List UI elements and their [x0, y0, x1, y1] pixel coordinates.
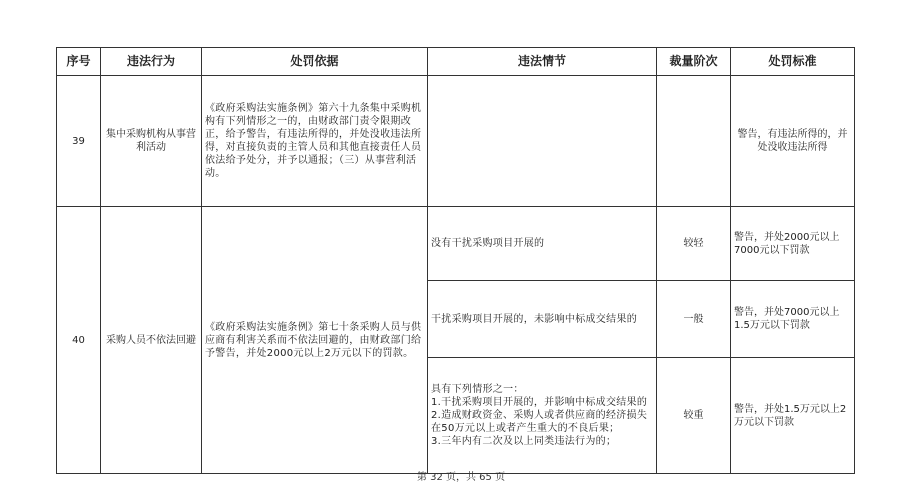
row-40-standard-1: 警告，并处2000元以上7000元以下罚款: [731, 207, 855, 281]
row-40-level-1: 较轻: [657, 207, 731, 281]
penalty-table: [56, 47, 855, 474]
row-39-standard: 警告，有违法所得的，并处没收违法所得: [731, 76, 855, 207]
row-39-level: [657, 76, 731, 207]
row-40-circumstance-1: 没有干扰采购项目开展的: [428, 207, 657, 281]
row-40-basis: 《政府采购法实施条例》第七十条采购人员与供应商有利害关系而不依法回避的，由财政部门给予警告，并处2000元以上2万元以下的罚款。: [202, 207, 428, 474]
row-40-standard-3: 警告，并处1.5万元以上2万元以下罚款: [731, 358, 855, 474]
table-header-row: [57, 48, 855, 76]
row-39-circumstance: [428, 76, 657, 207]
row-40-circumstance-2: 干扰采购项目开展的，未影响中标成交结果的: [428, 281, 657, 358]
row-40-circumstance-3: 具有下列情形之一： 1.干扰采购项目开展的，并影响中标成交结果的 2.造成财政资金、采购人或者供应商的经济损失在50万元以上或者产生重大的不良后果； 3.三年内有二次及以上同类违法行为的；: [428, 358, 657, 474]
header-seq: 序号: [57, 48, 101, 76]
row-40-level-2: 一般: [657, 281, 731, 358]
row-40-standard-2: 警告，并处7000元以上1.5万元以下罚款: [731, 281, 855, 358]
page-footer: 第 32 页，共 65 页: [416, 472, 506, 483]
header-standard: 处罚标准: [731, 48, 855, 76]
table-row-39: [57, 76, 855, 207]
header-behavior: 违法行为: [101, 48, 202, 76]
header-circumstance: 违法情节: [428, 48, 657, 76]
row-40-level-3: 较重: [657, 358, 731, 474]
row-39-seq: 39: [57, 76, 101, 207]
header-level: 裁量阶次: [657, 48, 731, 76]
row-39-basis: 《政府采购法实施条例》第六十九条集中采购机构有下列情形之一的，由财政部门责令限期改正，给予警告，有违法所得的，并处没收违法所得，对直接负责的主管人员和其他直接责任人员依法给予处分，并予以通报；（三）从事营利活动。: [202, 76, 428, 207]
header-basis: 处罚依据: [202, 48, 428, 76]
row-39-behavior: 集中采购机构从事营利活动: [101, 76, 202, 207]
row-40-behavior: 采购人员不依法回避: [101, 207, 202, 474]
table-row-40-a: [57, 207, 855, 281]
row-40-seq: 40: [57, 207, 101, 474]
